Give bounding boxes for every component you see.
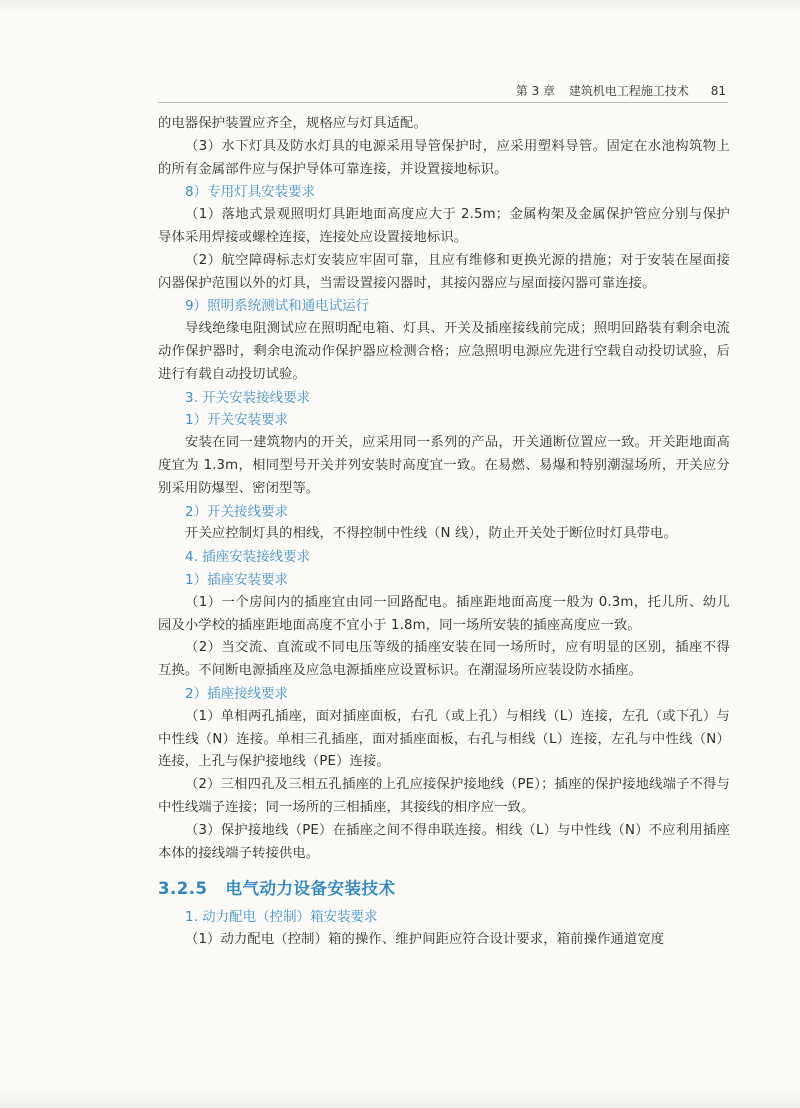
section-title: 电气动力设备安装技术 (225, 879, 396, 899)
running-header (158, 80, 728, 103)
paragraph: （2）三相四孔及三相五孔插座的上孔应接保护接地线（PE）；插座的保护接地线端子不得与中性线端子连接；同一场所的三相插座，其接线的相序应一致。 (158, 777, 730, 815)
paragraph: （1）落地式景观照明灯具距地面高度应大于 2.5m；金属构架及金属保护管应分别与保护导体采用焊接或螺栓连接，连接处应设置接地标识。 (158, 207, 730, 245)
subheading: 1）插座安装要求 (185, 571, 289, 588)
subheading: 1）开关安装要求 (185, 412, 289, 429)
paragraph: 开关应控制灯具的相线，不得控制中性线（N 线），防止开关处于断位时灯具带电。 (185, 526, 677, 542)
chapter-number: 第 3 章 (515, 84, 556, 98)
body-text (158, 113, 730, 952)
paragraph: （3）保护接地线（PE）在插座之间不得串联连接。相线（L）与中性线（N）不应利用插座本体的接线端子转接供电。 (158, 822, 730, 861)
heading: 1. 动力配电（控制）箱安装要求 (185, 909, 378, 926)
page-number: 81 (710, 84, 726, 98)
section-heading (158, 876, 730, 902)
header-text (506, 82, 726, 99)
paragraph: 导线绝缘电阻测试应在照明配电箱、灯具、开关及插座接线前完成；照明回路装有剩余电流动作保护器时，剩余电流动作保护器应检测合格；应急照明电源应先进行空载自动投切试验，后进行有载自动投切试验。 (158, 321, 730, 382)
paragraph: 安装在同一建筑物内的开关，应采用同一系列的产品，开关通断位置应一致。开关距地面高度宜为 1.3m，相同型号开关并列安装时高度宜一致。在易燃、易爆和特别潮湿场所，开关应分别采用防爆型、密闭型等。 (158, 435, 730, 496)
paragraph: （1）动力配电（控制）箱的操作、维护间距应符合设计要求，箱前操作通道宽度 (185, 932, 665, 948)
page-top-edge (0, 0, 800, 12)
subheading: 2）插座接线要求 (185, 685, 289, 702)
chapter-title: 建筑机电工程施工技术 (568, 84, 689, 98)
paragraph: 的电器保护装置应齐全，规格应与灯具适配。 (158, 116, 427, 131)
paragraph: （2）当交流、直流或不同电压等级的插座安装在同一场所时，应有明显的区别，插座不得互换。不间断电源插座及应急电源插座应设置标识。在潮湿场所应装设防水插座。 (158, 640, 730, 679)
section-number: 3.2.5 (158, 879, 208, 899)
paragraph: （1）一个房间内的插座宜由同一回路配电。插座距地面高度一般为 0.3m，托儿所、幼儿园及小学校的插座距地面高度不宜小于 1.8m，同一场所安装的插座高度应一致。 (158, 594, 730, 633)
paragraph: （3）水下灯具及防水灯具的电源采用导管保护时，应采用塑料导管。固定在水池构筑物上的所有金属部件应与保护导体可靠连接，并设置接地标识。 (158, 138, 730, 177)
heading: 3. 开关安装接线要求 (185, 389, 311, 406)
heading: 4. 插座安装接线要求 (185, 549, 311, 566)
page-bottom-edge (0, 1090, 800, 1108)
subheading: 2）开关接线要求 (185, 503, 289, 520)
paragraph: （1）单相两孔插座，面对插座面板，右孔（或上孔）与相线（L）连接，左孔（或下孔）与中性线（N）连接。单相三孔插座，面对插座面板，右孔与相线（L）连接，左孔与中性线（N）连接，上孔与保护接地线（PE）连接。 (158, 708, 730, 770)
paragraph: （2）航空障碍标志灯安装应牢固可靠，且应有维修和更换光源的措施；对于安装在屋面接闪器保护范围以外的灯具，当需设置接闪器时，其接闪器应与屋面接闪器可靠连接。 (158, 252, 730, 291)
subheading: 8）专用灯具安装要求 (185, 184, 316, 201)
subheading: 9）照明系统测试和通电试运行 (185, 298, 370, 315)
